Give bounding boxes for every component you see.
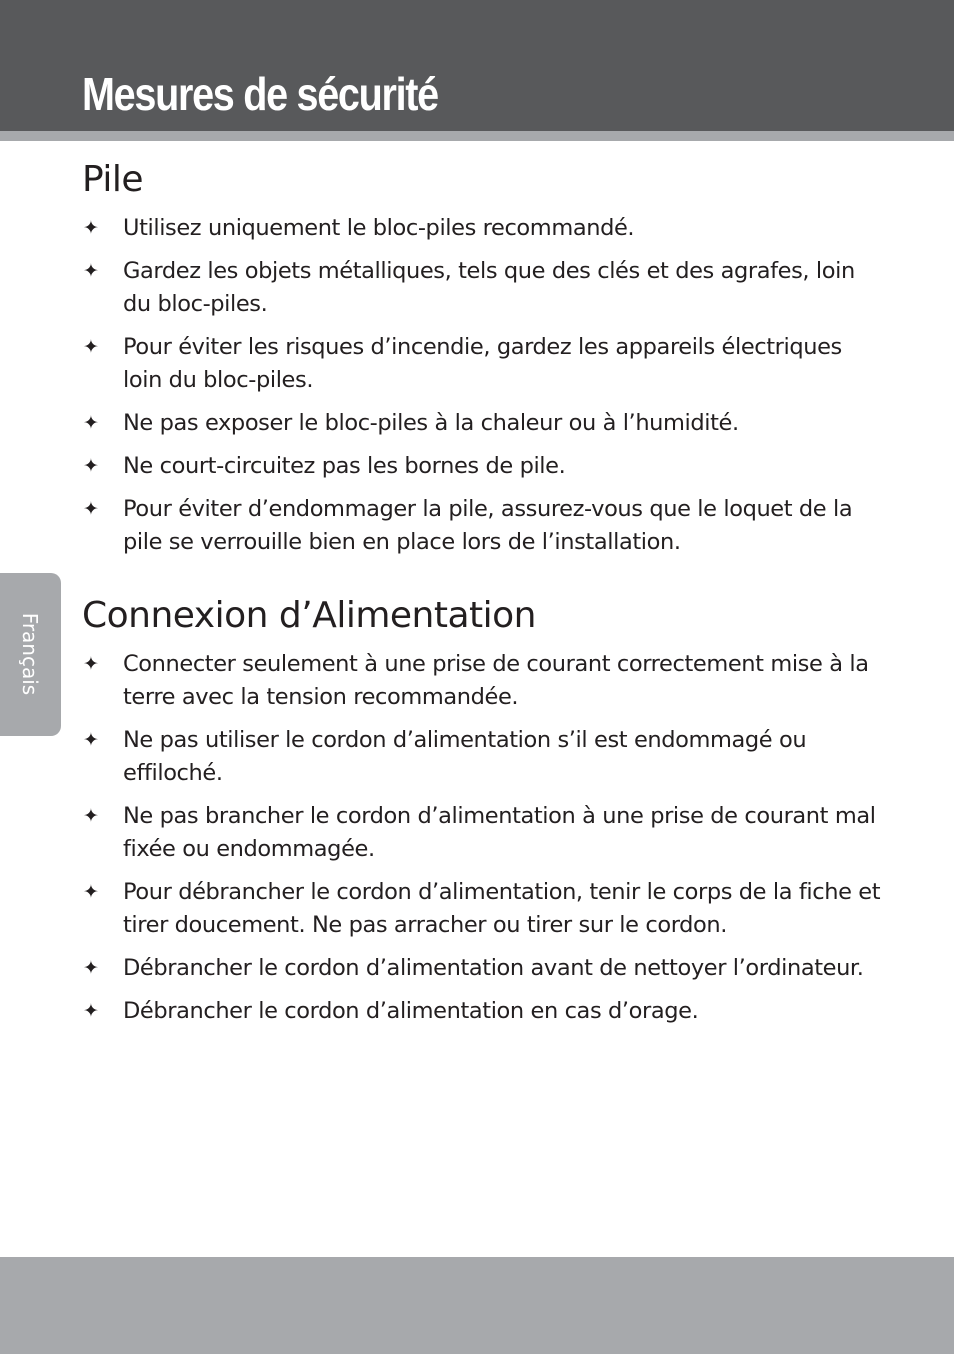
four-pointed-star-icon: ✦: [83, 1000, 99, 1022]
list-item-text: Débrancher le cordon d’alimentation avant de nettoyer l’ordinateur.: [123, 955, 864, 981]
page-title: Mesures de sécurité: [82, 68, 438, 120]
four-pointed-star-icon: ✦: [83, 957, 99, 979]
list-item: [82, 995, 882, 1028]
list-item: [82, 255, 882, 321]
list-item: [82, 800, 882, 866]
footer-band: [0, 1257, 954, 1354]
battery-safety-list: [82, 212, 882, 569]
section-heading-power-connection: Connexion d’Alimentation: [82, 595, 536, 636]
four-pointed-star-icon: ✦: [83, 412, 99, 434]
list-item: [82, 952, 882, 985]
list-item: [82, 212, 882, 245]
four-pointed-star-icon: ✦: [83, 260, 99, 282]
header-rule: [0, 131, 954, 141]
list-item-text: Ne pas utiliser le cordon d’alimentation s’il est endommagé ou effiloché.: [123, 727, 807, 786]
four-pointed-star-icon: ✦: [83, 805, 99, 827]
list-item-text: Connecter seulement à une prise de courant correctement mise à la terre avec la tension recommandée.: [123, 651, 869, 710]
four-pointed-star-icon: ✦: [83, 729, 99, 751]
list-item: [82, 648, 882, 714]
list-item-text: Utilisez uniquement le bloc-piles recommandé.: [123, 215, 635, 241]
four-pointed-star-icon: ✦: [83, 653, 99, 675]
four-pointed-star-icon: ✦: [83, 336, 99, 358]
four-pointed-star-icon: ✦: [83, 217, 99, 239]
language-tab-label: Français: [18, 612, 42, 696]
list-item-text: Ne pas brancher le cordon d’alimentation à une prise de courant mal fixée ou endommagée.: [123, 803, 876, 862]
list-item: [82, 724, 882, 790]
list-item: [82, 331, 882, 397]
list-item-text: Pour éviter d’endommager la pile, assurez-vous que le loquet de la pile se verrouille bien en place lors de l’installation.: [123, 496, 853, 555]
power-safety-list: [82, 648, 882, 1038]
list-item-text: Ne pas exposer le bloc-piles à la chaleur ou à l’humidité.: [123, 410, 739, 436]
four-pointed-star-icon: ✦: [83, 455, 99, 477]
list-item: [82, 876, 882, 942]
four-pointed-star-icon: ✦: [83, 498, 99, 520]
four-pointed-star-icon: ✦: [83, 881, 99, 903]
list-item-text: Pour débrancher le cordon d’alimentation, tenir le corps de la fiche et tirer doucement. Ne pas arracher ou tirer sur le cordon.: [123, 879, 881, 938]
list-item-text: Gardez les objets métalliques, tels que des clés et des agrafes, loin du bloc-piles.: [123, 258, 855, 317]
section-heading-pile: Pile: [82, 159, 144, 200]
list-item: [82, 493, 882, 559]
list-item-text: Débrancher le cordon d’alimentation en cas d’orage.: [123, 998, 699, 1024]
list-item: [82, 450, 882, 483]
list-item-text: Ne court-circuitez pas les bornes de pile.: [123, 453, 566, 479]
list-item: [82, 407, 882, 440]
list-item-text: Pour éviter les risques d’incendie, gardez les appareils électriques loin du bloc-piles.: [123, 334, 842, 393]
